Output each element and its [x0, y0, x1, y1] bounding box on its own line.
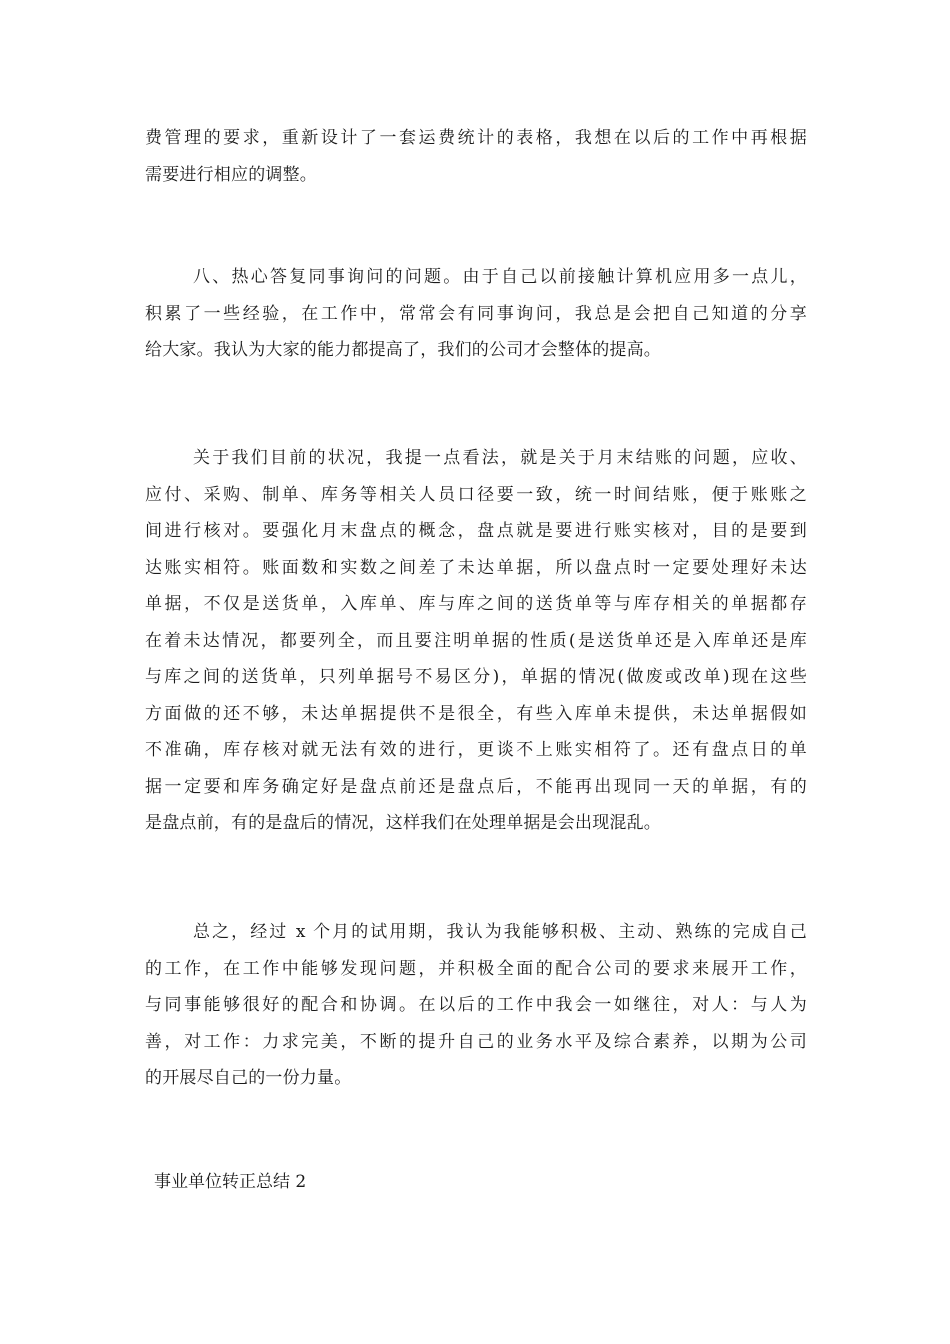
text-line: 的工作，在工作中能够发现问题，并积极全面的配合公司的要求来展开工作， — [145, 958, 807, 979]
text-line: 积累了一些经验，在工作中，常常会有同事询问，我总是会把自己知道的分享 — [145, 303, 807, 324]
text-line: 需要进行相应的调整。 — [145, 164, 317, 185]
text-line: 的开展尽自己的一份力量。 — [145, 1068, 352, 1088]
text-line: 应付、采购、制单、库务等相关人员口径要一致，统一时间结账，便于账账之 — [145, 484, 807, 505]
text-line: 达账实相符。账面数和实数之间差了未达单据，所以盘点时一定要处理好未达 — [145, 557, 807, 578]
text-line: 不准确，库存核对就无法有效的进行，更谈不上账实相符了。还有盘点日的单 — [145, 740, 807, 760]
section-heading: 事业单位转正总结 2 — [154, 1172, 307, 1192]
paragraph-conclusion — [145, 914, 807, 1097]
text-line: 是盘点前，有的是盘后的情况，这样我们在处理单据是会出现混乱。 — [145, 813, 661, 833]
text-line: 善，对工作：力求完美，不断的提升自己的业务水平及综合素养，以期为公司 — [145, 1031, 807, 1052]
text-line: 给大家。我认为大家的能力都提高了，我们的公司才会整体的提高。 — [145, 340, 661, 360]
text-line: 总之，经过 x 个月的试用期，我认为我能够积极、主动、熟练的完成自己 — [193, 922, 807, 942]
text-line: 与库之间的送货单，只列单据号不易区分)，单据的情况(做废或改单)现在这些 — [145, 667, 807, 687]
text-line: 在着未达情况，都要列全，而且要注明单据的性质(是送货单还是入库单还是库 — [145, 630, 807, 651]
text-line: 方面做的还不够，未达单据提供不是很全，有些入库单未提供，未达单据假如 — [145, 703, 807, 724]
text-line: 费管理的要求，重新设计了一套运费统计的表格，我想在以后的工作中再根据 — [145, 128, 807, 148]
text-line: 关于我们目前的状况，我提一点看法，就是关于月末结账的问题，应收、 — [193, 448, 807, 468]
text-line: 单据，不仅是送货单，入库单、库与库之间的送货单等与库存相关的单据都存 — [145, 594, 807, 614]
text-line: 据一定要和库务确定好是盘点前还是盘点后，不能再出现同一天的单据，有的 — [145, 776, 807, 797]
text-line: 间进行核对。要强化月末盘点的概念，盘点就是要进行账实核对，目的是要到 — [145, 521, 807, 541]
text-line: 与同事能够很好的配合和协调。在以后的工作中我会一如继往，对人：与人为 — [145, 995, 807, 1015]
text-line: 八、热心答复同事询问的问题。由于自己以前接触计算机应用多一点儿， — [193, 267, 807, 287]
paragraph-month-end-closing — [145, 440, 807, 842]
paragraph-freight-table — [145, 120, 807, 193]
paragraph-helping-colleagues — [145, 259, 807, 369]
